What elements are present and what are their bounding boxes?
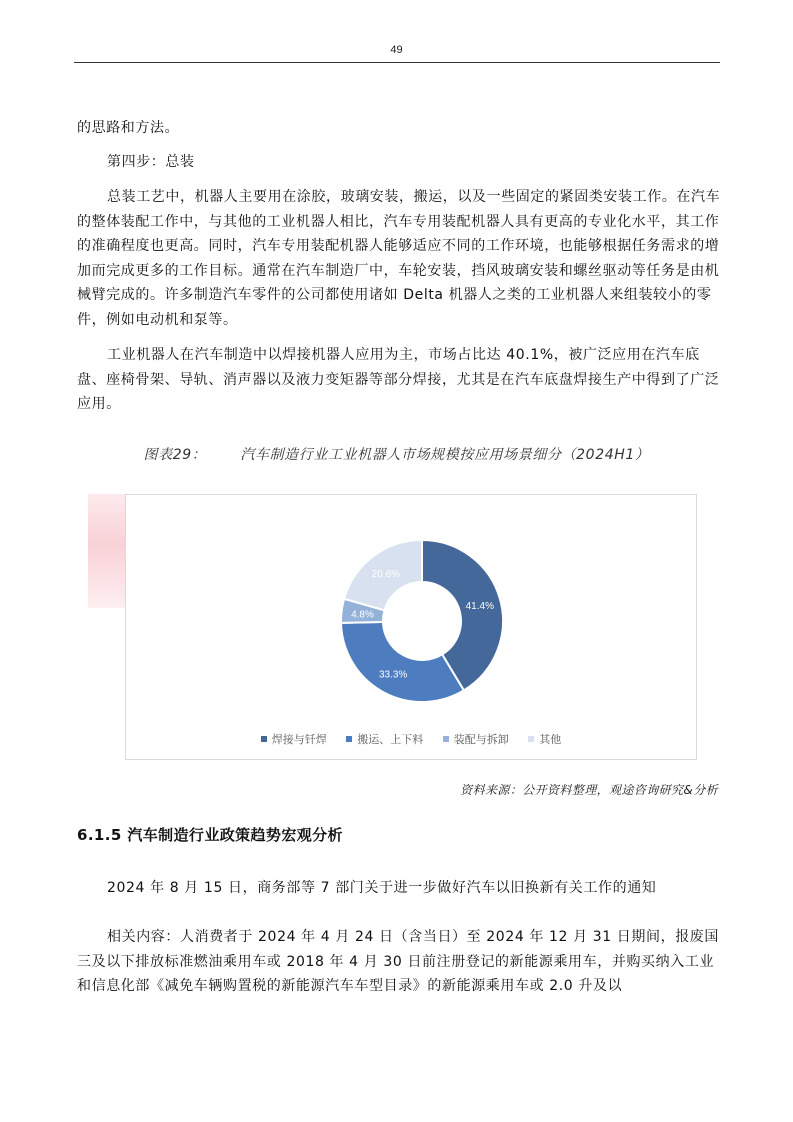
legend-item [443,731,509,747]
donut-chart-svg [126,495,696,759]
assembly-paragraph: 总装工艺中，机器人主要用在涂胶，玻璃安装，搬运，以及一些固定的紧固类安装工作。在汽车的整体装配工作中，与其他的工业机器人相比，汽车专用装配机器人具有更高的专业化水平，其工作的准确程度也更高。同时，汽车专用装配机器人能够适应不同的工作环境，也能够根据任务需求的增加而完成更多的工作目标。通常在汽车制造厂中，车轮安装，挡风玻璃安装和螺丝驱动等任务是由机械臂完成的。许多制造汽车零件的公司都使用诸如 Delta 机器人之类的工业机器人来组装较小的零件，例如电动机和泵等。 [77,189,721,328]
donut-chart [125,494,697,760]
legend-item [261,731,327,747]
source-note: 资料来源：公开资料整理，观途咨询研究&分析 [460,783,718,797]
legend-swatch [443,736,449,742]
slice-value-label: 33.3% [378,669,408,681]
legend-label: 其他 [539,733,562,746]
legend-item [528,731,561,747]
step-four-heading: 第四步：总装 [107,154,195,170]
section-heading: 6.1.5 汽车制造行业政策趋势宏观分析 [77,826,343,844]
legend-swatch [528,736,534,742]
legend-swatch [261,736,267,742]
figure-label: 图表29： [143,447,207,463]
paragraph-continuation: 的思路和方法。 [77,120,180,136]
legend-label: 装配与拆卸 [453,733,509,746]
welding-paragraph: 工业机器人在汽车制造中以焊接机器人应用为主，市场占比达 40.1%，被广泛应用在汽车底盘、座椅骨架、导轨、消声器以及液力变矩器等部分焊接，尤其是在汽车底盘焊接生产中得到了广泛应用。 [77,347,720,412]
figure-title: 汽车制造行业工业机器人市场规模按应用场景细分（2024H1） [240,447,650,463]
chart-legend [126,731,696,747]
policy-content: 相关内容：人消费者于 2024 年 4 月 24 日（含当日）至 2024 年 12 月 31 日期间，报废国三及以下排放标准燃油乘用车或 2018 年 4 月 30 日前注册登记的新能源乘用车，并购买纳入工业和信息化部《减免车辆购置税的新能源汽车车型目录》的新能源乘用车或 2.0 升及以 [77,929,720,994]
figure-caption [0,444,793,464]
page-number: 49 [390,44,403,56]
legend-label: 焊接与钎焊 [271,733,327,746]
slice-value-label: 41.4% [465,600,494,612]
legend-label: 搬运、上下料 [357,733,424,746]
legend-swatch [346,736,352,742]
slice-value-label: 4.8% [351,609,374,621]
legend-item [346,731,423,747]
header-rule [74,62,720,63]
slice-value-label: 20.6% [371,569,401,581]
donut-slice [341,622,464,702]
policy-title: 2024 年 8 月 15 日，商务部等 7 部门关于进一步做好汽车以旧换新有关工作的通知 [107,880,657,896]
